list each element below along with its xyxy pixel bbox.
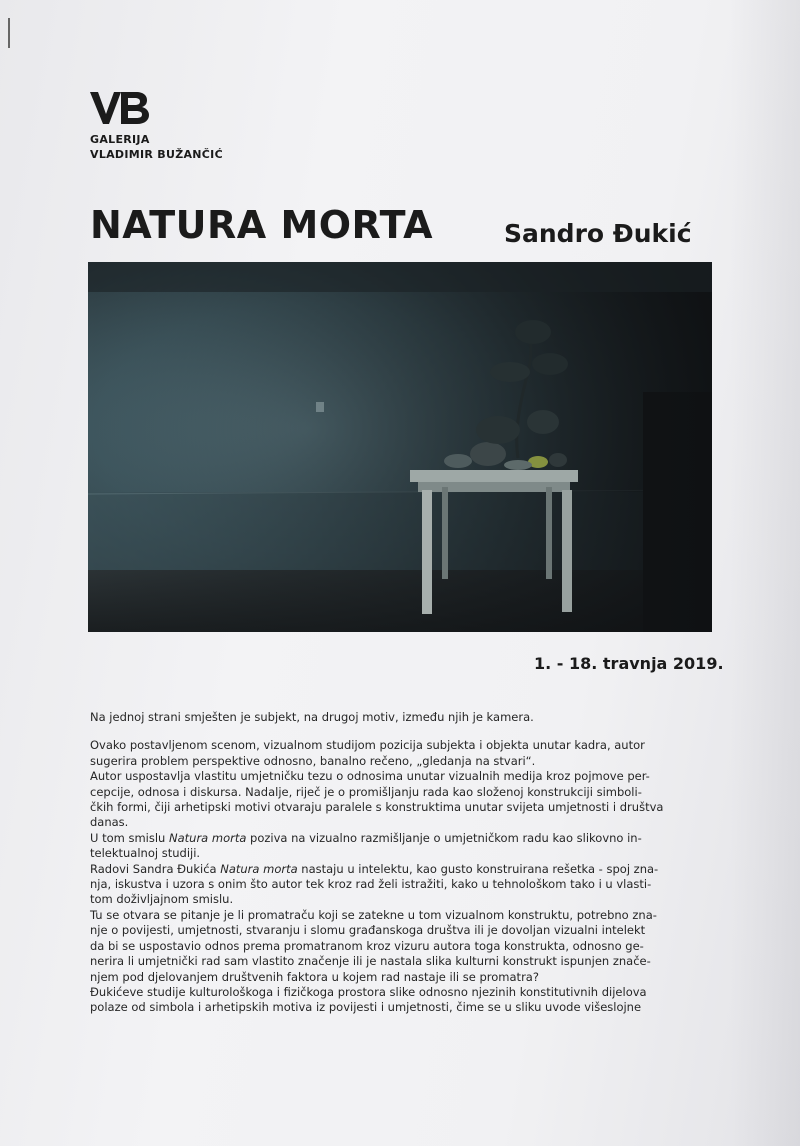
text-line: nje o povijesti, umjetnosti, stvaranju i slomu građanskoga društva ili je dovoljan vizualni intelekt	[90, 923, 646, 938]
text-line: sugerira problem perspektive odnosno, banalno rečeno, „gledanja na stvari“.	[90, 753, 536, 768]
text-line: Đukićeve studije kulturološkoga i fizičkoga prostora slike odnosno njezinih konstitutivnih dijelova	[90, 984, 647, 999]
text-segment: U tom smislu	[90, 830, 169, 845]
text-line	[90, 831, 720, 846]
text-line: njem pod djelovanjem društvenih faktora u kojem rad nastaje ili se promatra?	[90, 969, 539, 984]
text-line	[90, 862, 720, 877]
text-line: nja, iskustva i uzora s onim što autor tek kroz rad želi istražiti, kako u tehnološkom tako i u vlasti-	[90, 877, 652, 892]
edge-mark	[8, 18, 10, 48]
description-text	[90, 710, 720, 1016]
text-segment: poziva na vizualno razmišljanje o umjetničkom radu kao slikovno in-	[246, 830, 642, 845]
text-line: Ovako postavljenom scenom, vizualnom studijom pozicija subjekta i objekta unutar kadra, autor	[90, 738, 645, 753]
work-title-italic: Natura morta	[169, 830, 247, 845]
exhibition-title: NATURA MORTA	[90, 203, 433, 247]
paragraph-1: Na jednoj strani smješten je subjekt, na drugoj motiv, između njih je kamera.	[90, 710, 534, 724]
exhibition-photo	[88, 262, 712, 632]
text-segment: nastaju u intelektu, kao gusto konstruirana rešetka - spoj zna-	[297, 861, 659, 876]
exhibition-dates: 1. - 18. travnja 2019.	[534, 654, 724, 673]
gallery-logo	[90, 92, 150, 124]
gallery-name	[90, 132, 223, 162]
artist-name: Sandro Đukić	[504, 219, 692, 248]
gallery-name-line2: VLADIMIR BUŽANČIĆ	[90, 148, 223, 161]
text-line: nerira li umjetnički rad sam vlastito značenje ili je nastala slika kulturni konstrukt ispunjen znače-	[90, 954, 651, 969]
text-line: polaze od simbola i arhetipskih motiva iz povijesti i umjetnosti, čime se u sliku uvode višeslojne	[90, 1000, 642, 1015]
work-title-italic: Natura morta	[220, 861, 298, 876]
text-line: cepcije, odnosa i diskursa. Nadalje, riječ je o promišljanju rada kao složenoj konstrukciji simboli-	[90, 784, 642, 799]
text-line: danas.	[90, 815, 129, 830]
paper-fold-shadow	[730, 0, 800, 1146]
text-segment: Radovi Sandra Đukića	[90, 861, 221, 876]
text-line: Tu se otvara se pitanje je li promatraču koji se zatekne u tom vizualnom konstruktu, potrebno zna-	[90, 907, 657, 922]
gallery-name-line1: GALERIJA	[90, 133, 150, 146]
text-line: čkih formi, čiji arhetipski motivi otvaraju paralele s konstruktima unutar svijeta umjetnosti i društva	[90, 800, 664, 815]
text-line: telektualnoj studiji.	[90, 846, 201, 861]
text-line: tom doživljajnom smislu.	[90, 892, 234, 907]
text-line: da bi se uspostavio odnos prema promatranom kroz vizuru autora toga konstrukta, odnosno ge-	[90, 938, 644, 953]
text-line: Autor uspostavlja vlastitu umjetničku tezu o odnosima unutar vizualnih medija kroz pojmove per-	[90, 769, 650, 784]
